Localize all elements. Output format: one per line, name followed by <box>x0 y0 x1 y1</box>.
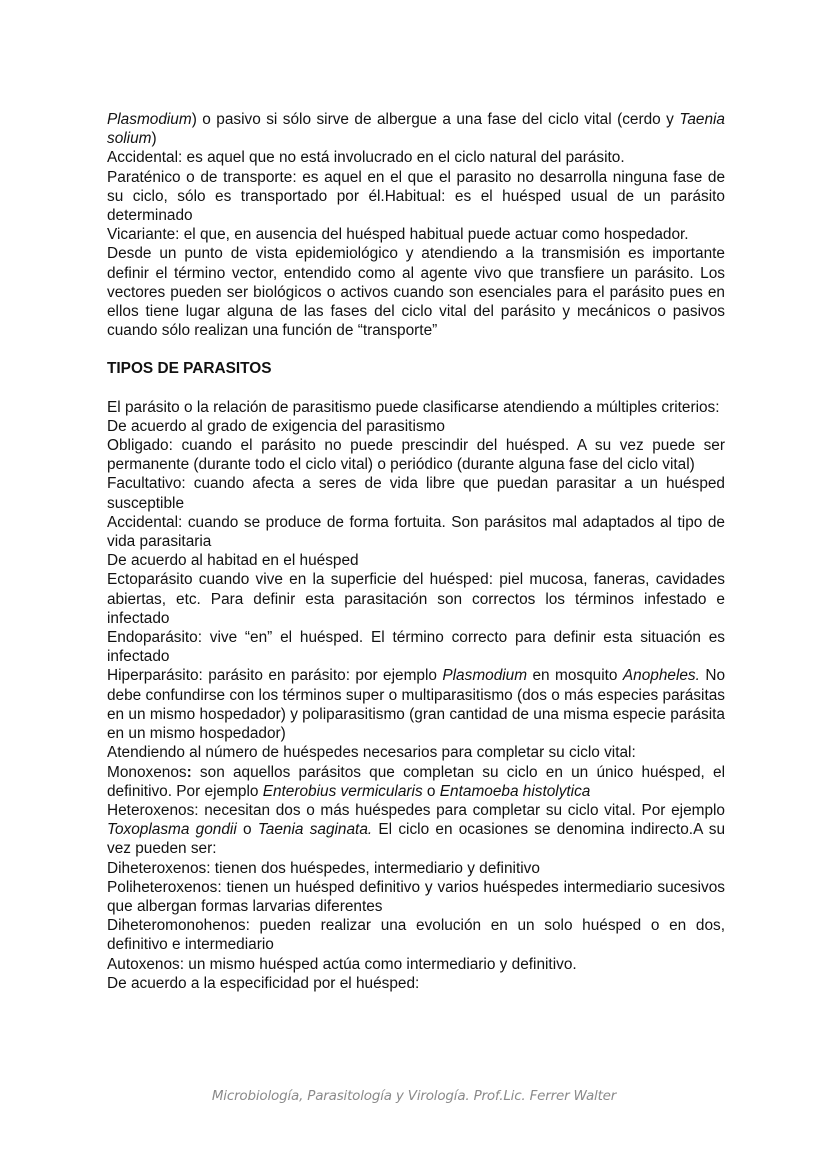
italic-term: Plasmodium <box>107 111 192 128</box>
paragraph-poliheteroxenos: Poliheteroxenos: tienen un huésped definitivo y varios huéspedes intermediario sucesivos que albergan formas larvarias diferentes <box>107 878 725 915</box>
italic-term: Taenia solium <box>107 111 725 148</box>
paragraph-diheteromonohenos: Diheteromonohenos: pueden realizar una evolución en un solo huésped o en dos, definitivo e intermediario <box>107 917 725 954</box>
italic-term: Anopheles. <box>622 667 700 685</box>
paragraph-numero-huespedes: Atendiendo al número de huéspedes necesarios para completar su ciclo vital: <box>107 744 636 762</box>
paragraph-vector: Desde un punto de vista epidemiológico y atendiendo a la transmisión es importante definir el término vector, entendido como al agente vivo que transfiere un parásito. Los vectores pueden ser biológicos o activos cuando son esenciales para el parásito pues en ellos tiene lugar alguna de las fases del ciclo vital del parásito y mecánicos o pasivos cuando sólo realizan una función de “transporte” <box>107 245 725 340</box>
italic-term: Taenia saginata. <box>257 821 373 839</box>
italic-term: Toxoplasma gondii <box>107 821 237 839</box>
paragraph-obligado: Obligado: cuando el parásito no puede prescindir del huésped. A su vez puede ser permanente (durante todo el ciclo vital) o periódico (durante alguna fase del ciclo vital) <box>107 437 725 474</box>
paragraph-plasmodium: Plasmodium) o pasivo si sólo sirve de albergue a una fase del ciclo vital (cerdo y Taenia solium) <box>107 111 725 148</box>
italic-term: Enterobius vermicularis <box>262 782 423 800</box>
paragraph-paratenico: Paraténico o de transporte: es aquel en el que el parasito no desarrolla ninguna fase de su ciclo, sólo es transportado por él.Habitual: es el huésped usual de un parásito determinado <box>107 168 725 225</box>
italic-term: Plasmodium <box>442 667 528 685</box>
paragraph-facultativo: Facultativo: cuando afecta a seres de vida libre que puedan parasitar a un huésped susceptible <box>107 475 725 512</box>
paragraph-heteroxenos: Heteroxenos: necesitan dos o más huéspedes para completar su ciclo vital. Por ejemplo Toxoplasma gondii o Taenia saginata. El ciclo en ocasiones se denomina indirecto.A su vez pueden ser: <box>107 801 725 858</box>
paragraph-intro: El parásito o la relación de parasitismo puede clasificarse atendiendo a múltiples criterios: <box>107 398 720 416</box>
section-heading: TIPOS DE PARASITOS <box>107 360 272 378</box>
paragraph-vicariante: Vicariante: el que, en ausencia del huésped habitual puede actuar como hospedador. <box>107 226 689 244</box>
page-footer: Microbiología, Parasitología y Virología. Prof.Lic. Ferrer Walter <box>211 1088 617 1104</box>
paragraph-endoparasito: Endoparásito: vive “en” el huésped. El término correcto para definir esta situación es infectado <box>107 629 725 666</box>
paragraph-monoxenos: Monoxenos: son aquellos parásitos que completan su ciclo en un único huésped, el definitivo. Por ejemplo Enterobius vermicularis o Entamoeba histolytica <box>107 763 725 800</box>
document-body <box>107 110 725 993</box>
italic-term: Entamoeba histolytica <box>439 782 591 800</box>
paragraph-exigencia: De acuerdo al grado de exigencia del parasitismo <box>107 417 445 435</box>
paragraph-hiperparasito: Hiperparásito: parásito en parásito: por ejemplo Plasmodium en mosquito Anopheles. No debe confundirse con los términos super o multiparasitismo (dos o más especies parásitas en un mismo hospedador) y poliparasitismo (gran cantidad de una misma especie parásita en un mismo hospedador) <box>107 667 725 743</box>
paragraph-especificidad: De acuerdo a la especificidad por el huésped: <box>107 974 420 992</box>
paragraph-habitad: De acuerdo al habitad en el huésped <box>107 552 359 570</box>
paragraph-ectoparasito: Ectoparásito cuando vive en la superficie del huésped: piel mucosa, faneras, cavidades abiertas, etc. Para definir esta parasitación son correctos los términos infestado e infectado <box>107 571 725 627</box>
paragraph-autoxenos: Autoxenos: un mismo huésped actúa como intermediario y definitivo. <box>107 955 577 973</box>
paragraph-accidental-2: Accidental: cuando se produce de forma fortuita. Son parásitos mal adaptados al tipo de vida parasitaria <box>107 513 725 551</box>
paragraph-diheteroxenos: Diheteroxenos: tienen dos huéspedes, intermediario y definitivo <box>107 859 540 877</box>
paragraph-accidental: Accidental: es aquel que no está involucrado en el ciclo natural del parásito. <box>107 149 625 167</box>
